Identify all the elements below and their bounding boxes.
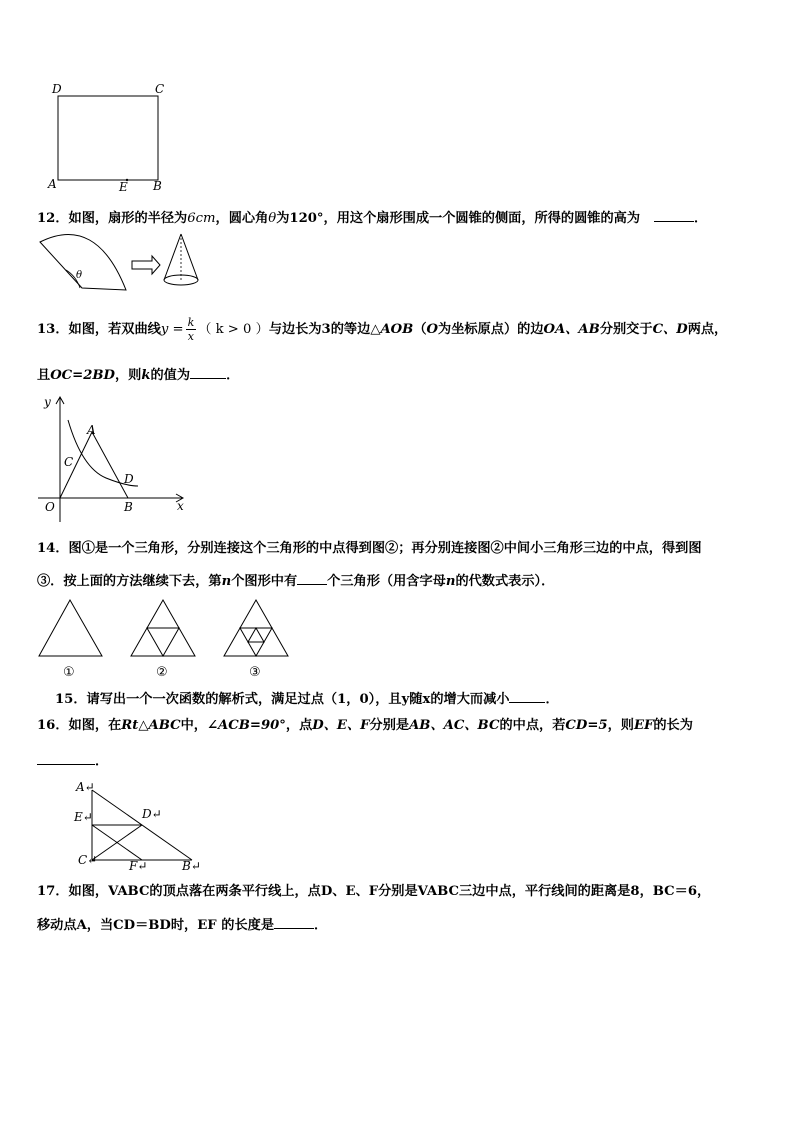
label-a: A — [48, 177, 57, 191]
sector-theta: θ — [76, 270, 83, 281]
q14-figure — [36, 596, 296, 680]
q13-figure — [36, 392, 196, 517]
label-x: x — [177, 499, 184, 513]
fraction-k-over-x: $\frac{k}{x}$ — [187, 316, 195, 343]
question-13: 13．如图，若双曲线y = $\frac{k}{x}$ （ k > 0 ）与边长为3的等边△AOB（O为坐标原点）的边OA、AB分别交于C、D两点， — [37, 316, 728, 343]
question-14: 14．图①是一个三角形，分别连接这个三角形的中点得到图②；再分别连接图②中间小三角形三边的中点，得到图 — [37, 541, 702, 556]
q15-answer-blank[interactable] — [509, 688, 545, 703]
cone-shape — [164, 234, 198, 280]
question-16: 16．如图，在Rt△ABC中，∠ACB=90°，点D、E、F分别是AB、AC、BC的中点，若CD=5，则EF的长为 — [37, 718, 693, 733]
label-o: O — [45, 500, 55, 514]
q13-answer-blank[interactable] — [190, 364, 226, 379]
triangle-1 — [39, 600, 102, 656]
q11-figure — [45, 80, 175, 195]
q12-figure — [36, 228, 206, 296]
label-f: F↵ — [129, 859, 148, 873]
label-d: D — [52, 82, 62, 96]
sector-shape — [40, 234, 126, 290]
q12-number: 12． — [37, 211, 69, 226]
figure-label-2: ② — [156, 665, 168, 680]
label-d: D↵ — [142, 807, 162, 821]
label-e: E↵ — [74, 810, 93, 824]
label-b: B↵ — [182, 859, 201, 873]
q14-answer-blank[interactable] — [297, 570, 327, 585]
triangle-3-inner — [248, 628, 264, 642]
arrow-icon — [132, 256, 160, 274]
question-17: 17．如图，VABC的顶点落在两条平行线上，点D、E、F分别是VABC三边中点，平行线间的距离是8，BC＝6， — [37, 884, 711, 899]
rectangle-abcd — [58, 96, 158, 180]
label-b: B — [124, 500, 133, 514]
q17-answer-blank[interactable] — [274, 914, 314, 929]
question-15: 15．请写出一个一次函数的解析式，满足过点（1，0），且y随x的增大而减小 ． — [55, 688, 559, 709]
label-c: C — [155, 82, 165, 96]
question-14-line2: ③．按上面的方法继续下去，第n个图形中有 个三角形（用含字母n的代数式表示）． — [37, 570, 554, 591]
q12-answer-blank[interactable] — [654, 207, 694, 222]
question-13-line2: 且OC=2BD，则k的值为 ． — [37, 364, 239, 385]
figure-label-1: ① — [63, 665, 75, 680]
triangle-2-inner — [147, 628, 179, 656]
q16-figure — [72, 778, 212, 874]
label-b: B — [153, 179, 162, 193]
q16-answer-blank[interactable] — [37, 750, 95, 765]
label-a: A↵ — [76, 780, 95, 794]
figure-label-3: ③ — [249, 665, 261, 680]
label-d: D — [124, 472, 134, 486]
label-y: y — [44, 395, 51, 409]
side-ab — [92, 432, 128, 498]
label-a: A — [87, 423, 96, 437]
question-16-line2: ． — [37, 750, 108, 771]
label-e: E — [119, 180, 128, 194]
question-12: 12．如图，扇形的半径为6cm，圆心角θ为120°，用这个扇形围成一个圆锥的侧面，所得的圆锥的高为 ． — [37, 207, 707, 228]
label-c: C — [64, 455, 74, 469]
question-17-line2: 移动点A，当CD＝BD时，EF 的长度是 ． — [37, 914, 327, 935]
label-c: C↵ — [78, 853, 98, 867]
